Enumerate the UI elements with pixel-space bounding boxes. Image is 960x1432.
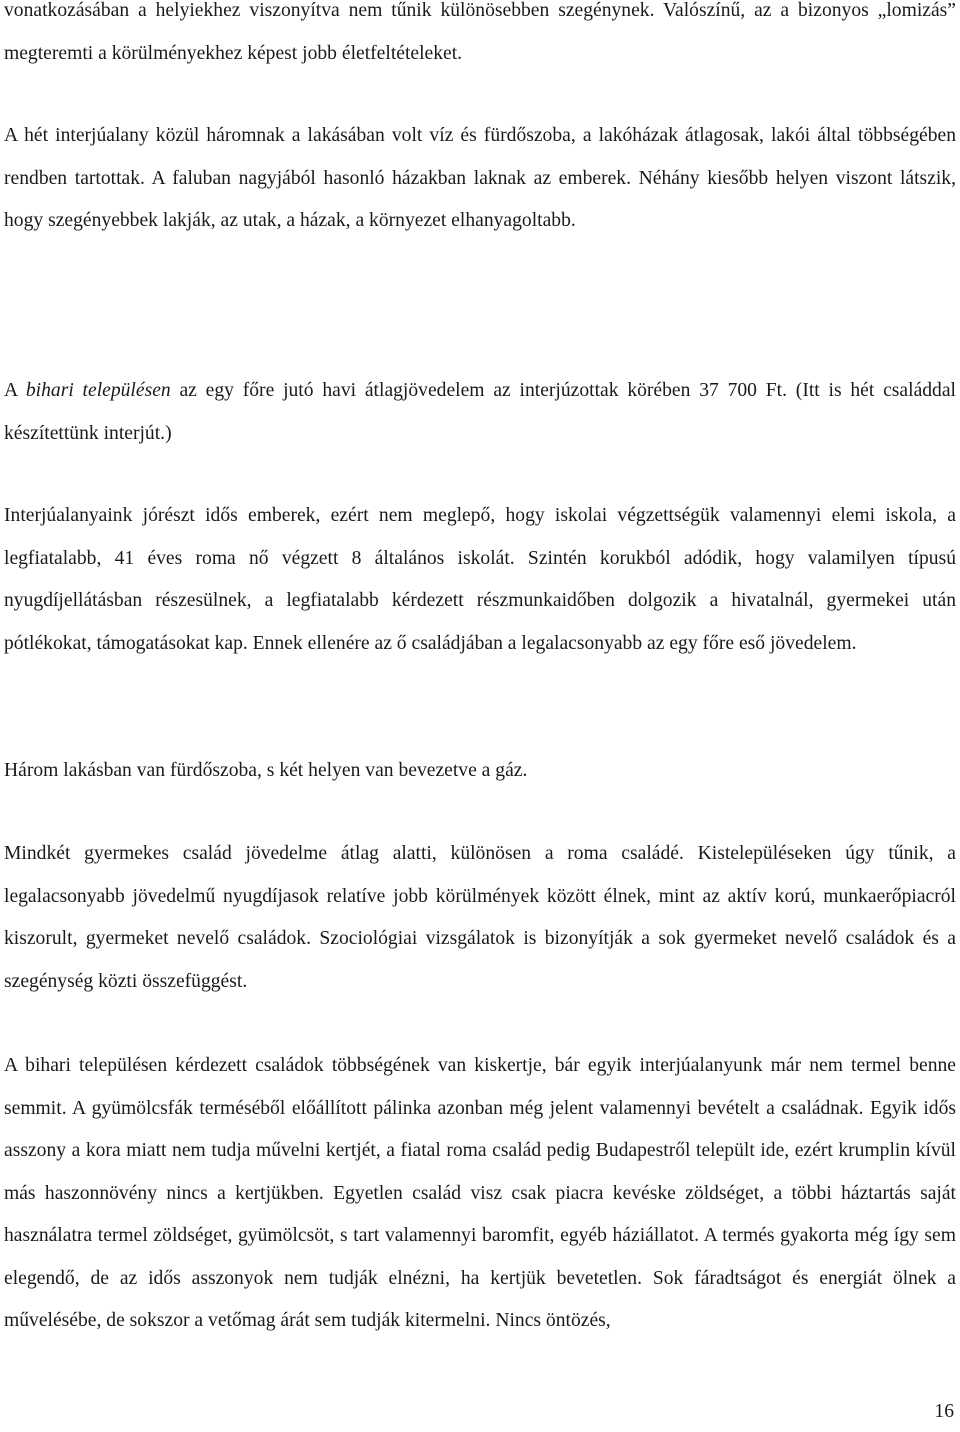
paragraph-families: Mindkét gyermekes család jövedelme átlag alatti, különösen a roma családé. Kistelepüléseken úgy tűnik, a legalacsonyabb jövedelmű nyugdíjasok relatíve jobb körülmények között élnek, mint az aktív korú, munkaerőpiacról kiszorult, gyermeket nevelő családok. Szociológiai vizsgálatok is bizonyítják a sok gyermeket nevelő családok és a szegénység közti összefüggést. bbox=[4, 843, 956, 992]
paragraph-income-before: A bbox=[4, 380, 26, 401]
paragraph-interviewees: Interjúalanyaink jórészt idős emberek, ezért nem meglepő, hogy iskolai végzettségük valamennyi elemi iskola, a legfiatalabb, 41 éves roma nő végzett 8 általános iskolát. Szintén korukból adódik, hogy valamilyen típusú nyugdíjellátásban részesülnek, a legfiatalabb kérdezett részmunkaidőben dolgozik a hivatalnál, gyermekei után pótlékokat, támogatásokat kap. Ennek ellenére az ő családjában a legalacsonyabb az egy főre eső jövedelem. bbox=[4, 505, 956, 654]
paragraph-income-italic: bihari településen bbox=[25, 380, 171, 401]
paragraph-income-after: az egy főre jutó havi átlagjövedelem az interjúzottak körében 37 700 Ft. (Itt is hét családdal készítettünk interjút.) bbox=[4, 380, 956, 444]
paragraph-bathrooms: Három lakásban van fürdőszoba, s két helyen van bevezetve a gáz. bbox=[4, 760, 528, 781]
paragraph-housing: A hét interjúalany közül háromnak a lakásában volt víz és fürdőszoba, a lakóházak átlagosak, lakói által többségében rendben tartottak. A faluban nagyjából hasonló házakban laknak az emberek. Néhány kiesőbb helyen viszont látszik, hogy szegényebbek lakják, az utak, a házak, a környezet elhanyagoltabb. bbox=[4, 125, 956, 231]
page-number: 16 bbox=[934, 1401, 954, 1422]
paragraph-income bbox=[4, 370, 956, 455]
paragraph-gardens: A bihari településen kérdezett családok többségének van kiskertje, bár egyik interjúalanyunk már nem termel benne semmit. A gyümölcsfák terméséből előállított pálinka azonban még jelent valamennyi bevételt a családnak. Egyik idős asszony a kora miatt nem tudja művelni kertjét, a fiatal roma család pedig Budapestről települt ide, ezért krumplin kívül más haszonnövény nincs a kertjükben. Egyetlen család visz csak piacra kevéske zöldséget, a többi háztartás saját használatra termel zöldséget, gyümölcsöt, s tart valamennyi baromfit, egyéb háziállatot. A termés gyakorta még így sem elegendő, de az idős asszonyok nem tudják elnézni, ha kertjük bevetetlen. Sok fáradtságot és energiát ölnek a művelésébe, de sokszor a vetőmag árát sem tudják kitermelni. Nincs öntözés, bbox=[4, 1055, 956, 1331]
paragraph-top: vonatkozásában a helyiekhez viszonyítva nem tűnik különösebben szegénynek. Valószínű, az a bizonyos „lomizás” megteremti a körülményekhez képest jobb életfeltételeket. bbox=[4, 0, 956, 64]
